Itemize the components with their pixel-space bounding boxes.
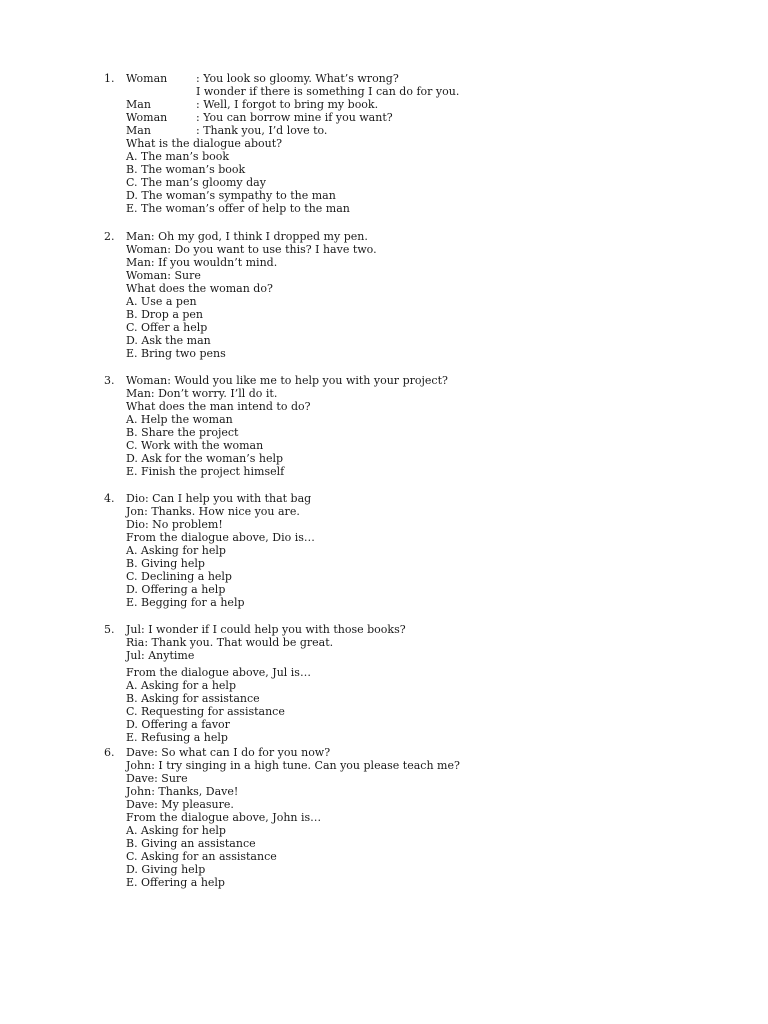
question-number: 4. [104,492,115,505]
answer-option: D. Ask for the woman’s help [126,452,284,465]
question-number: 3. [104,374,115,387]
question-prompt: What does the woman do? [126,282,273,295]
answer-option: C. Requesting for assistance [126,705,285,718]
answer-option: A. Help the woman [126,413,233,426]
answer-option: E. Refusing a help [126,731,228,744]
answer-option: B. Giving help [126,557,205,570]
question-body [126,746,666,889]
dialogue-line: John: I try singing in a high tune. Can you please teach me? [126,759,460,772]
answer-option: C. Asking for an assistance [126,850,277,863]
speaker: Man [126,98,151,111]
dialogue-line: Dave: My pleasure. [126,798,234,811]
question-body [126,623,666,744]
answer-option: D. The woman’s sympathy to the man [126,189,336,202]
dialogue-line: Jul: I wonder if I could help you with those books? [126,623,406,636]
dialogue-line: Man: Don’t worry. I’ll do it. [126,387,278,400]
speaker: Man [126,124,151,137]
question-body [126,492,666,609]
answer-option: A. Asking for help [126,544,226,557]
answer-option: E. Offering a help [126,876,225,889]
dialogue-line [126,85,666,98]
answer-option: E. Begging for a help [126,596,245,609]
answer-option: C. The man’s gloomy day [126,176,266,189]
question-prompt: From the dialogue above, Dio is… [126,531,315,544]
answer-option: B. Giving an assistance [126,837,256,850]
answer-option: C. Work with the woman [126,439,264,452]
answer-option: B. Drop a pen [126,308,204,321]
dialogue-line: Dave: Sure [126,772,188,785]
question-body [126,230,666,360]
speaker: Woman [126,72,168,85]
dialogue-line: Dio: No problem! [126,518,223,531]
dialogue-line [126,72,666,85]
dialogue-text: : You look so gloomy. What’s wrong? [196,72,399,85]
question-number: 6. [104,746,115,759]
question-number: 2. [104,230,115,243]
dialogue-line: Man: If you wouldn’t mind. [126,256,278,269]
answer-option: E. Finish the project himself [126,465,285,478]
dialogue-line [126,111,666,124]
dialogue-line [126,98,666,111]
question-body [126,72,666,215]
answer-option: D. Giving help [126,863,206,876]
dialogue-line: Jul: Anytime [126,649,195,662]
dialogue-line: Man: Oh my god, I think I dropped my pen. [126,230,368,243]
answer-option: E. The woman’s offer of help to the man [126,202,350,215]
dialogue-line: Dave: So what can I do for you now? [126,746,331,759]
dialogue-text: : Well, I forgot to bring my book. [196,98,379,111]
answer-option: C. Offer a help [126,321,208,334]
dialogue-line: John: Thanks, Dave! [126,785,239,798]
dialogue-line: Woman: Sure [126,269,201,282]
answer-option: A. Asking for help [126,824,226,837]
answer-option: A. Use a pen [126,295,197,308]
answer-option: D. Offering a favor [126,718,230,731]
answer-option: E. Bring two pens [126,347,226,360]
question-number: 5. [104,623,115,636]
answer-option: D. Ask the man [126,334,211,347]
question-prompt: What is the dialogue about? [126,137,283,150]
answer-option: D. Offering a help [126,583,226,596]
question-prompt: From the dialogue above, John is… [126,811,322,824]
answer-option: B. Asking for assistance [126,692,260,705]
dialogue-text: I wonder if there is something I can do for you. [196,85,460,98]
dialogue-line: Woman: Do you want to use this? I have two. [126,243,377,256]
dialogue-line [126,124,666,137]
answer-option: C. Declining a help [126,570,232,583]
answer-option: A. The man’s book [126,150,230,163]
question-number: 1. [104,72,115,85]
dialogue-text: : Thank you, I’d love to. [196,124,328,137]
answer-option: B. Share the project [126,426,239,439]
question-prompt: What does the man intend to do? [126,400,311,413]
answer-option: A. Asking for a help [126,679,236,692]
question-body [126,374,666,478]
dialogue-line: Jon: Thanks. How nice you are. [126,505,300,518]
question-prompt: From the dialogue above, Jul is… [126,666,311,679]
dialogue-line: Woman: Would you like me to help you with your project? [126,374,448,387]
answer-option: B. The woman’s book [126,163,246,176]
dialogue-line: Dio: Can I help you with that bag [126,492,312,505]
speaker: Woman [126,111,168,124]
dialogue-text: : You can borrow mine if you want? [196,111,393,124]
dialogue-line: Ria: Thank you. That would be great. [126,636,334,649]
